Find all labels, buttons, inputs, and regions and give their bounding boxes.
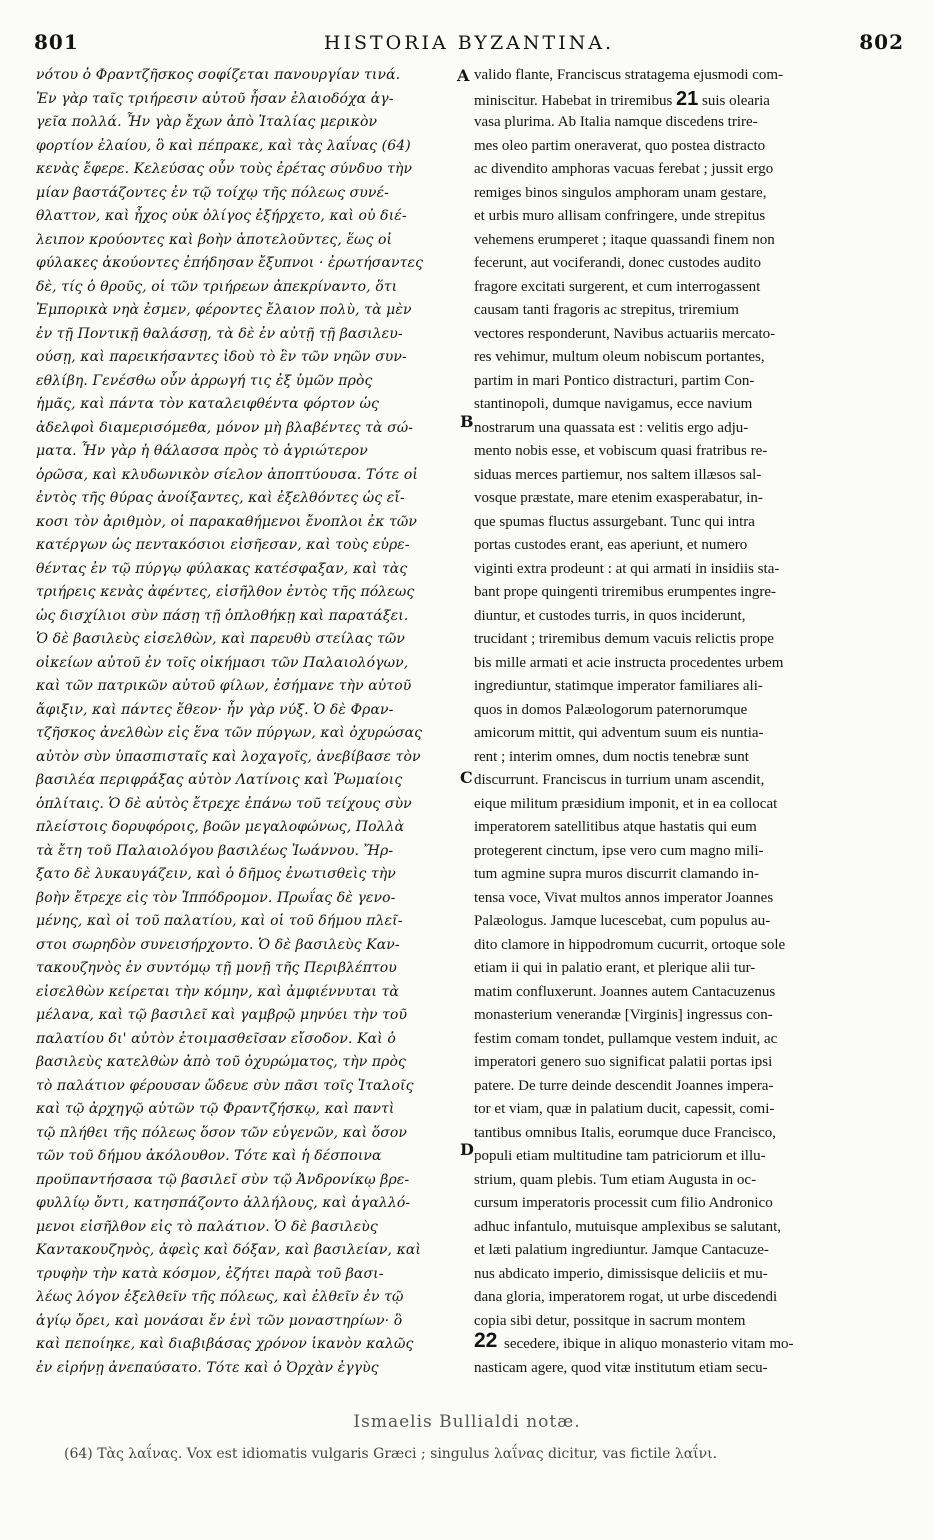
latin-text-line: nus abdicato imperio, dimissisque deliciis et mu- [474, 1265, 768, 1282]
latin-text-line: partim in mari Pontico distracturi, partim Con- [474, 372, 755, 389]
section-number-21: 21 [676, 87, 699, 110]
greek-text-line: ὡς δισχίλιοι σὺν πάσῃ τῇ ὁπλοθήκῃ καὶ παρατάξει. [36, 607, 409, 624]
latin-text-line: monasterium venerandæ [Virginis] ingressus con- [474, 1007, 773, 1023]
latin-text-line: adhuc infantulo, mutuisque amplexibus se salutant, [474, 1218, 782, 1235]
greek-text-line: ἁγίῳ ὄρει, καὶ μονάσαι ἔν ἑνὶ τῶν μοναστηρίων· ὃ [36, 1312, 403, 1329]
greek-text-line: γεῖα πολλά. Ἦν γὰρ ἔχων ἀπὸ Ἰταλίας μερικὸν [36, 114, 378, 130]
greek-text-line: καὶ πεποίηκε, καὶ διαβιβάσας χρόνον ἱκανὸν καλῶς [36, 1336, 414, 1352]
latin-text-line: dito clamore in hippodromum cucurrit, ortoque sole [474, 936, 786, 953]
section-number-22: 22 [474, 1329, 498, 1352]
greek-text-line: φορτίον ἐλαίου, ὃ καὶ πέπρακε, καὶ τὰς λαΐνας (64) [36, 137, 411, 154]
latin-text-line: valido flante, Franciscus stratagema ejusmodi com- [474, 67, 784, 83]
footnote-64: (64) Τὰς λαΐνας. Vox est idiomatis vulgaris Græci ; singulus λαΐνας dicitur, vas fictile λαΐνι. [64, 1446, 718, 1462]
greek-text-line: προϋπαντήσασα τῷ βασιλεῖ σὺν τῷ Ἀνδρονίκῳ βρε- [36, 1171, 410, 1188]
greek-text-line: μενοι εἰσῆλθον εἰς τὸ παλάτιον. Ὁ δὲ βασιλεὺς [36, 1218, 378, 1235]
latin-text-line: imperatori genero suo significat palatii portas ipsi [474, 1054, 773, 1070]
running-title: HISTORIA BYZANTINA. [323, 32, 615, 54]
latin-text-line: res vehimur, multum oleum nobiscum portantes, [474, 349, 765, 365]
margin-marker-c: C [460, 768, 473, 787]
latin-text-line: siduas merces partiemur, nos saltem illæsos sal- [474, 466, 762, 483]
latin-text-line: mento nobis esse, et vobiscum quasi fratribus re- [474, 443, 768, 459]
greek-text-line: νότου ὁ Φραντζῆσκος σοφίζεται πανουργίαν τινά. [36, 67, 401, 83]
latin-text-line: nostrarum una quassata est : velitis ergo adju- [474, 419, 749, 436]
latin-text-line: amicorum mittit, qui adventum suum eis nuntia- [474, 725, 764, 741]
greek-text-line: βοὴν ἔτρεχε εἰς τὸν Ἱππόδρομον. Πρωΐας δὲ γενο- [36, 889, 396, 906]
page-number-right: 802 [859, 30, 904, 54]
greek-text-line: φυλλίῳ ὄντι, κατησπάζοντο ἀλλήλους, καὶ ἀγαλλό- [36, 1195, 411, 1211]
page-number-left: 801 [34, 30, 79, 54]
latin-text-line: fragore excitati surgerent, et cum interrogassent [474, 278, 761, 295]
latin-text-line: dana gloria, imperatorem rogat, ut urbe discedendi [474, 1289, 778, 1305]
latin-text-line: et urbis muro allisam confringere, unde strepitus [474, 208, 766, 224]
greek-text-column [36, 64, 456, 1404]
greek-text-line: λειπον κρούοντες καὶ βοὴν ἀποτελοῦντες, ἕως οἱ [36, 231, 393, 248]
latin-text-line: bis mille armati et acie instructa procedentes urbem [474, 654, 784, 671]
latin-text-line: causam tanti fragoris ac strepitus, triremium [474, 302, 739, 318]
greek-text-line: μένης, καὶ οἱ τοῦ παλατίου, καὶ οἱ τοῦ δήμου πλεῖ- [36, 913, 403, 929]
greek-text-line: ἐντὸς τῆς θύρας ἀνοίξαντες, καὶ ἐξελθόντες ὡς εἴ- [36, 490, 405, 506]
greek-text-line: ὁπλίταις. Ὁ δὲ αὐτὸς ἔτρεχε ἐπάνω τοῦ τείχους σὺν [36, 795, 412, 812]
latin-text-line: miniscitur. Habebat in triremibus 21 suis olearia [474, 87, 770, 110]
greek-text-line: μέλανα, καὶ τῷ βασιλεῖ καὶ γαμβρῷ μηνύει τὴν τοῦ [36, 1007, 408, 1023]
greek-text-line: αὐτὸν σὺν ὑπασπισταῖς καὶ λοχαγοῖς, ἀνεβίβασε τὸν [36, 748, 421, 765]
latin-text-line: viginti extra prodeunt : at qui armati in insidiis sta- [474, 560, 780, 577]
greek-text-line: ὁρῶσα, καὶ κλυδωνικὸν σίελον ἀποπτύουσα. Τότε οἱ [36, 466, 418, 483]
latin-text-line: patere. De turre deinde descendit Joannes impera- [474, 1077, 774, 1094]
latin-text-line: stantinopoli, dumque navigamus, ecce navium [474, 396, 753, 412]
greek-text-line: Ἐν γὰρ ταῖς τριήρεσιν αὐτοῦ ἦσαν ἐλαιοδόχα ἀγ- [36, 90, 394, 107]
latin-text-line: ingrediuntur, statimque imperator familiares ali- [474, 678, 763, 694]
greek-text-line: παλατίου δι' αὐτὸν ἑτοιμασθεῖσαν εἴσοδον. Καὶ ὁ [36, 1030, 396, 1047]
latin-text-line: et læti palatium ingrediuntur. Jamque Cantacuze- [474, 1242, 769, 1258]
greek-text-line: ματα. Ἦν γὰρ ἡ θάλασσα πρὸς τὸ ἀγριώτερον [36, 443, 368, 459]
latin-text-line: populi etiam multitudine tam patriciorum et illu- [474, 1148, 766, 1164]
greek-text-line: δὲ, τίς ὁ θροῦς, οἱ τῶν τριήρεων ἀπεκρίναντο, ὅτι [36, 278, 398, 295]
greek-text-line: τὰ ἔτη τοῦ Παλαιολόγου βασιλέως Ἰωάννου. Ἤρ- [36, 842, 394, 859]
greek-text-line: Καντακουζηνὸς, ἀφεὶς καὶ δόξαν, καὶ βασιλείαν, καὶ [36, 1242, 421, 1258]
greek-text-line: λέως λόγον ἐξελθεῖν τῆς πόλεως, καὶ ἐλθεῖν ἐν τῷ [36, 1289, 404, 1305]
greek-text-line: ἄφιξιν, καὶ πάντες ἔθεον· ἦν γὰρ νύξ. Ὁ δὲ Φραν- [36, 701, 394, 718]
greek-text-line: τρυφὴν τὴν κατὰ κόσμον, ἐζήτει παρὰ τοῦ βασι- [36, 1265, 384, 1282]
latin-text-line: tantibus omnibus Italis, eorumque duce Francisco, [474, 1124, 777, 1141]
latin-text-line: vosque præstate, mare etenim exasperabatur, in- [474, 490, 763, 506]
greek-text-line: φύλακες ἀκούοντες ἐπήδησαν ἔξυπνοι · ἐρωτήσαντες [36, 255, 424, 271]
latin-text-line: fecerunt, aut vociferandi, donec custodes audito [474, 255, 761, 271]
latin-text-line: secedere, ibique in aliquo monasterio vitam mo- [504, 1336, 794, 1352]
greek-text-line: ούσῃ, καὶ παρεικήσαντες ἰδοὺ τὸ ἓν τῶν νηῶν συν- [36, 349, 407, 365]
greek-text-line: τῶν τοῦ δήμου ἀκόλουθον. Τότε καὶ ἡ δέσποινα [36, 1148, 382, 1164]
latin-text-line: vasa plurima. Ab Italia namque discedens trire- [474, 114, 758, 130]
greek-text-line: Ὁ δὲ βασιλεὺς εἰσελθὼν, καὶ παρευθὺ στείλας τῶν [36, 631, 406, 647]
latin-text-line: tensa voce, Vivat multos annos imperator Joannes [474, 889, 774, 906]
greek-text-line: κενὰς ἔφερε. Κελεύσας οὖν τοὺς ἐρέτας σύνδυο τὴν [36, 161, 413, 177]
latin-text-line: tor et viam, quæ in palatium ducit, capessit, comi- [474, 1101, 775, 1117]
greek-text-line: καὶ τῷ ἀρχηγῷ αὐτῶν τῷ Φραντζήσκῳ, καὶ παντὶ [36, 1101, 395, 1117]
notes-heading: Ismaelis Bullialdi notæ. [353, 1412, 581, 1432]
latin-text-line: discurrunt. Franciscus in turrium unam ascendit, [474, 772, 765, 788]
latin-text-line: trucidant ; triremibus demum vacuis relictis prope [474, 631, 774, 647]
greek-text-line: μίαν βαστάζοντες ἐν τῷ τοίχῳ τῆς πόλεως συνέ- [36, 184, 389, 201]
latin-text-line: etiam ii qui in palatio erant, et plerique alii tur- [474, 960, 756, 976]
greek-text-line: τακουζηνὸς ἐν συντόμῳ τῇ μονῇ τῆς Περιβλέπτου [36, 960, 397, 976]
page-header [34, 30, 904, 60]
latin-text-line: tum agmine supra muros discurrit clamando in- [474, 866, 759, 882]
latin-text-line: quos in domos Palæologorum paternorumque [474, 701, 748, 718]
latin-text-line: eique militum præsidium imponit, et in ea collocat [474, 795, 778, 812]
latin-text-line: mes oleo partim oneraverat, quo postea distracto [474, 137, 766, 154]
latin-text-line: vehemens erumperet ; itaque quassandi finem non [474, 231, 775, 248]
latin-text-line: portas custodes erant, eas aperiunt, et numero [474, 537, 748, 553]
greek-text-line: εθλίβη. Γενέσθω οὖν ἀρρωγή τις ἐξ ὑμῶν πρὸς [36, 372, 373, 389]
latin-text-line: protegerent cinctum, ipse vero cum magno mili- [474, 842, 764, 859]
latin-text-line: strium, quam plebis. Tum etiam Augusta in oc- [474, 1171, 757, 1188]
greek-text-line: θλαττον, καὶ ἦχος οὐκ ὀλίγος ἐξήρχετο, καὶ οὐ διέ- [36, 208, 407, 224]
latin-text-line: cursum imperatoris processit cum filio Andronico [474, 1195, 773, 1211]
latin-text-line: nasticam agere, quod vitæ institutum etiam secu- [474, 1359, 768, 1376]
margin-marker-d: D [460, 1140, 474, 1159]
greek-text-line: ξατο δὲ λυκαυγάζειν, καὶ ὁ δῆμος ἐνωτισθεὶς τὴν [36, 866, 396, 882]
margin-marker-b: B [460, 412, 474, 431]
greek-text-line: πλείστοις δορυφόροις, βοῶν μεγαλοφώνως, Πολλὰ [36, 819, 405, 835]
greek-text-line: οἰκείων αὐτοῦ ἐν τοῖς οἰκήμασι τῶν Παλαιολόγων, [36, 654, 409, 671]
greek-text-line: Ἐμπορικὰ νηὰ ἐσμεν, φέροντες ἔλαιον πολὺ, τὰ μὲν [36, 302, 412, 318]
latin-text-line: matim confluxerunt. Joannes autem Cantacuzenus [474, 983, 776, 1000]
latin-text-line: vectores responderunt, Navibus actuariis mercato- [474, 325, 776, 342]
greek-text-line: ἐν τῇ Ποντικῇ θαλάσσῃ, τὰ δὲ ἐν αὐτῇ τῇ βασιλευ- [36, 325, 403, 342]
greek-text-line: ἐν εἰρήνῃ ἀνεπαύσατο. Τότε καὶ ὁ Ὀρχὰν ἐγγὺς [36, 1359, 379, 1376]
greek-text-line: κατέργων ὡς πεντακόσιοι εἰσῆεσαν, καὶ τοὺς εὑρε- [36, 537, 410, 553]
greek-text-line: ἀδελφοὶ διαμερισόμεθα, μόνον μὴ βλαβέντες τὰ σώ- [36, 419, 414, 436]
greek-text-line: τῷ πλήθει τῆς πόλεως ὅσον τῶν εὐγενῶν, καὶ ὅσον [36, 1124, 408, 1141]
latin-text-column [474, 64, 906, 1404]
greek-text-line: ἡμᾶς, καὶ πάντα τὸν καταλειφθέντα φόρτον ὡς [36, 396, 379, 412]
latin-text-line: que spumas fluctus assurgebant. Tunc qui intra [474, 513, 755, 530]
greek-text-line: θέντας ἐν τῷ πύργῳ φύλακας κατέσφαξαν, καὶ τὰς [36, 560, 408, 577]
greek-text-line: τριήρεις κενὰς ἀφέντες, εἰσῆλθον ἐντὸς τῆς πόλεως [36, 584, 415, 600]
margin-marker-a: A [457, 66, 470, 85]
greek-text-line: τὸ παλάτιον φέρουσαν ὥδευε σὺν πᾶσι τοῖς Ἰταλοῖς [36, 1077, 414, 1094]
latin-text-line: ac divendito amphoras vacuas ferebat ; jussit ergo [474, 161, 774, 177]
latin-text-line: diuntur, et custodes turris, in quos inciderunt, [474, 607, 746, 624]
latin-text-line: rent ; interim omnes, dum noctis tenebræ sunt [474, 748, 749, 765]
latin-text-line: imperatorem satellitibus atque hastatis qui eum [474, 819, 757, 835]
greek-text-line: καὶ τῶν πατρικῶν αὐτοῦ φίλων, ἐσήμανε τὴν αὐτοῦ [36, 678, 412, 694]
greek-text-line: στοι σωρηδὸν συνεισήρχοντο. Ὁ δὲ βασιλεὺς Καν- [36, 936, 400, 953]
latin-text-line: copia sibi detur, possitque in sacrum montem [474, 1312, 746, 1329]
latin-text-line: Palæologus. Jamque lucescebat, cum populus au- [474, 913, 771, 929]
latin-text-line: bant prope quingenti triremibus erumpentes ingre- [474, 584, 776, 600]
greek-text-line: εἰσελθὼν κείρεται τὴν κόμην, καὶ ἀμφιέννυται τὰ [36, 983, 399, 1000]
latin-text-line: festim comam tondet, pullamque vestem induit, ac [474, 1030, 778, 1047]
greek-text-line: τζῆσκος ἀνελθὼν εἰς ἕνα τῶν πύργων, καὶ ὀχυρώσας [36, 725, 423, 741]
greek-text-line: κοσι τὸν ἀριθμὸν, οἱ παρακαθήμενοι ἔνοπλοι ἐκ τῶν [36, 513, 418, 530]
latin-text-line: remiges binos singulos amphoram unam gestare, [474, 184, 767, 201]
greek-text-line: βασιλέα περιφράξας αὐτὸν Λατίνοις καὶ Ῥωμαίοις [36, 772, 403, 788]
greek-text-line: βασιλεὺς κατελθὼν ἀπὸ τοῦ ὀχυρώματος, τὴν πρὸς [36, 1054, 406, 1070]
